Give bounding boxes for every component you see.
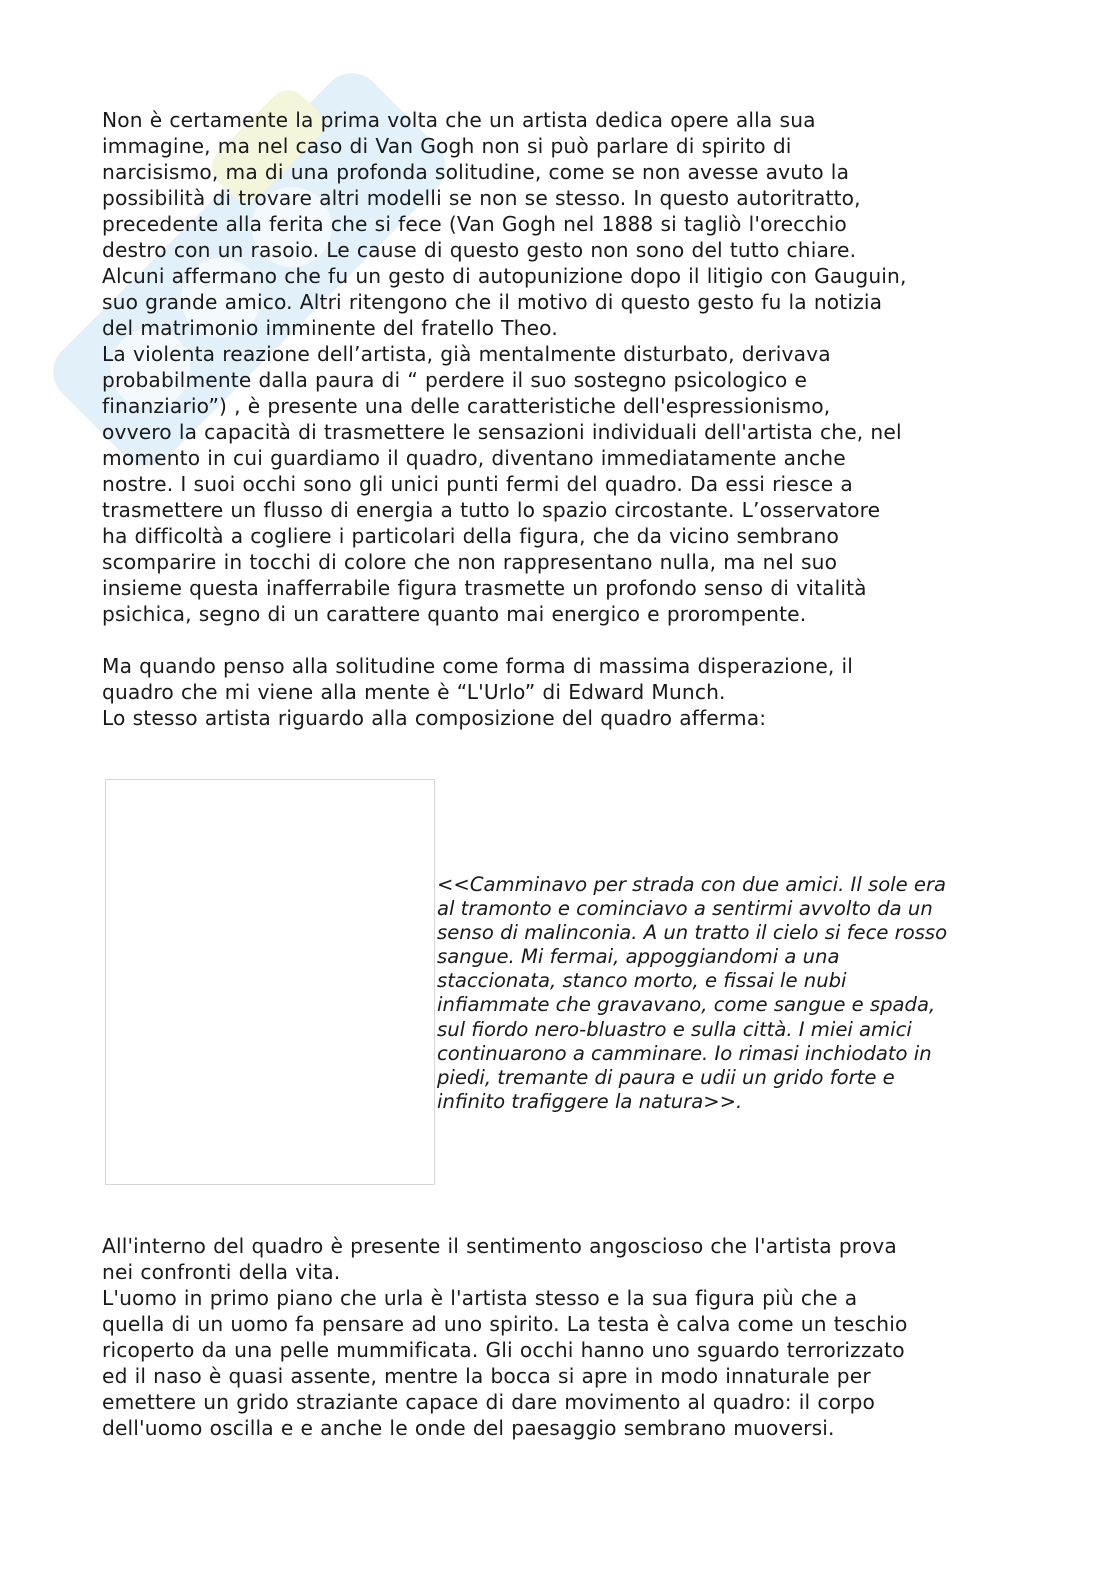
paragraph-expressionism: La violenta reazione dell’artista, già mentalmente disturbato, derivava probabilmente dalla paura di “ perdere il suo sostegno psicologico e finanziario”) , è presente una delle caratteristiche dell'espressionismo, ovvero la capacità di trasmettere le sensazioni individuali dell'artista che, nel momento in cui guardiamo il quadro, diventano immediatamente anche nostre. I suoi occhi sono gli unici punti fermi del quadro. Da essi riesce a trasmettere un flusso di energia a tutto lo spazio circostante. L’osservatore ha difficoltà a cogliere i particolari della figura, che da vicino sembrano scomparire in tocchi di colore che non rappresentano nulla, ma nel suo insieme questa inafferrabile figura trasmette un profondo senso di vitalità psichica, segno di un carattere quanto mai energico e prorompente.: [102, 342, 902, 626]
paragraph-munch-intro: Ma quando penso alla solitudine come forma di massima disperazione, il quadro che mi viene alla mente è “L'Urlo” di Edward Munch.: [102, 654, 854, 704]
text-block-analysis: [102, 1233, 982, 1441]
text-block-intro: [102, 107, 982, 627]
painting-image-placeholder: [105, 779, 435, 1185]
paragraph-munch-quote-intro: Lo stesso artista riguardo alla composizione del quadro afferma:: [102, 706, 767, 730]
text-block-munch: [102, 653, 982, 731]
paragraph-anguish: All'interno del quadro è presente il sentimento angoscioso che l'artista prova nei confronti della vita.: [102, 1234, 897, 1284]
munch-quote: <<Camminavo per strada con due amici. Il sole era al tramonto e cominciavo a sentirmi avvolto da un senso di malinconia. A un tratto il cielo si fece rosso sangue. Mi fermai, appoggiandomi a una staccionata, stanco morto, e fissai le nubi infiammate che gravavano, come sangue e spada, sul fiordo nero-bluastro e sulla città. I miei amici continuarono a camminare. Io rimasi inchiodato in piedi, tremante di paura e udii un grido forte e infinito trafiggere la natura>>.: [437, 873, 948, 1113]
paragraph-figure-description: L'uomo in primo piano che urla è l'artista stesso e la sua figura più che a quella di un uomo fa pensare ad uno spirito. La testa è calva come un teschio ricoperto da una pelle mummificata. Gli occhi hanno uno sguardo terrorizzato ed il naso è quasi assente, mentre la bocca si apre in modo innaturale per emettere un grido straziante capace di dare movimento al quadro: il corpo dell'uomo oscilla e e anche le onde del paesaggio sembrano muoversi.: [102, 1286, 908, 1440]
paragraph-van-gogh: Non è certamente la prima volta che un artista dedica opere alla sua immagine, ma nel caso di Van Gogh non si può parlare di spirito di narcisismo, ma di una profonda solitudine, come se non avesse avuto la possibilità di trovare altri modelli se non se stesso. In questo autoritratto, precedente alla ferita che si fece (Van Gogh nel 1888 si tagliò l'orecchio destro con un rasoio. Le cause di questo gesto non sono del tutto chiare. Alcuni affermano che fu un gesto di autopunizione dopo il litigio con Gauguin, suo grande amico. Altri ritengono che il motivo di questo gesto fu la notizia del matrimonio imminente del fratello Theo.: [102, 108, 907, 340]
